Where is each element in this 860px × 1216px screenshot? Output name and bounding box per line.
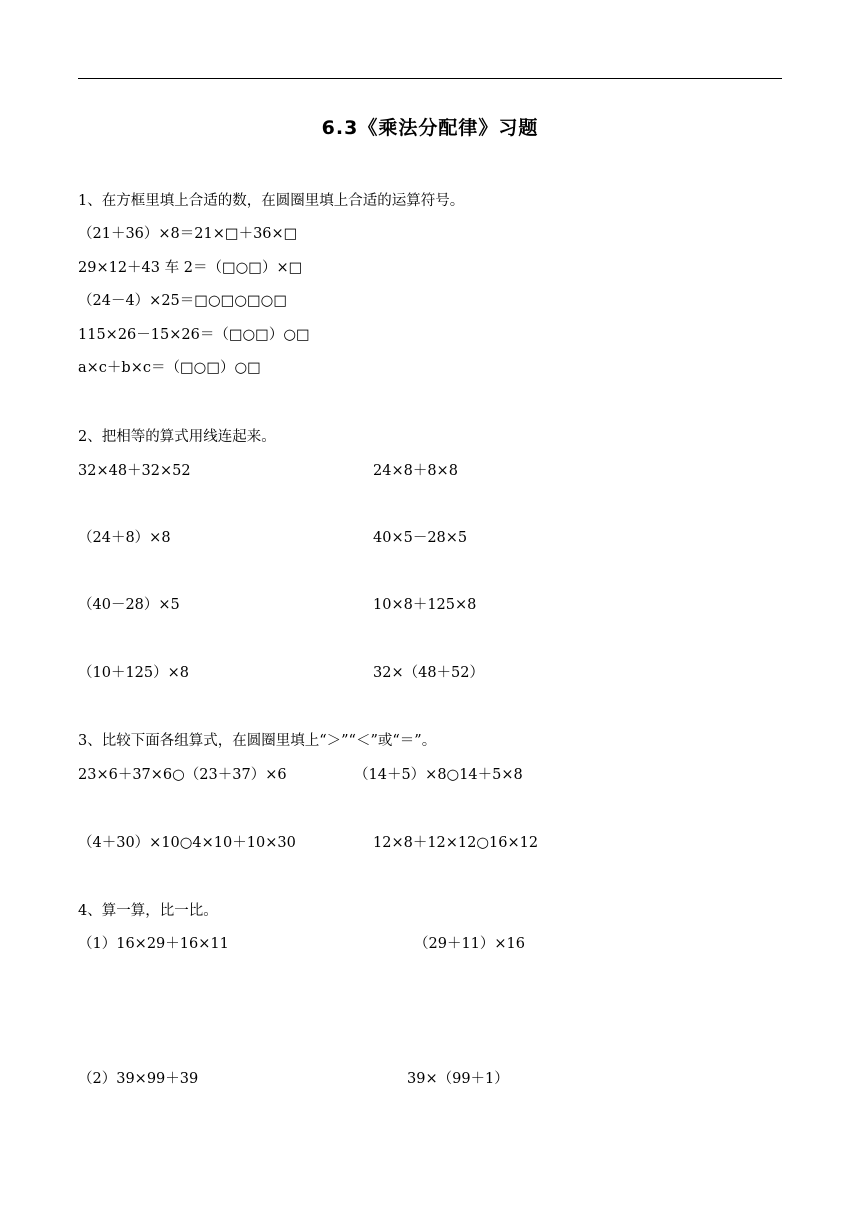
q4-left-2: （2）39×99＋39 (78, 1071, 199, 1087)
header-rule (78, 78, 782, 79)
page-title: 6.3《乘法分配律》习题 (321, 117, 539, 139)
q1-line-4: 115×26－15×26＝（□○□）○□ (78, 327, 310, 343)
q1-heading: 1、在方框里填上合适的数，在圆圈里填上合适的运算符号。 (78, 193, 465, 209)
q1-line-2: 29×12＋43 车 2＝（□○□）×□ (78, 260, 303, 276)
q3-right-2: 12×8＋12×12○16×12 (373, 835, 539, 851)
q3-left-2: （4＋30）×10○4×10＋10×30 (78, 835, 296, 851)
q4-left-1: （1）16×29＋16×11 (78, 936, 229, 952)
q4-heading: 4、算一算，比一比。 (78, 903, 218, 919)
q2-right-2: 40×5－28×5 (373, 530, 468, 546)
q2-left-1: 32×48＋32×52 (78, 463, 191, 479)
q3-heading: 3、比较下面各组算式，在圆圈里填上“＞”“＜”或“＝”。 (78, 733, 437, 749)
q1-line-5: a×c＋b×c＝（□○□）○□ (78, 360, 261, 376)
q4-right-2: 39×（99＋1） (407, 1071, 509, 1087)
q1-line-3: （24－4）×25＝□○□○□○□ (78, 293, 288, 309)
q1-line-1: （21＋36）×8＝21×□＋36×□ (78, 226, 298, 242)
q4-right-1: （29＋11）×16 (414, 936, 526, 952)
q2-heading: 2、把相等的算式用线连起来。 (78, 429, 276, 445)
q3-right-1: （14＋5）×8○14＋5×8 (354, 767, 523, 783)
q2-right-1: 24×8＋8×8 (373, 463, 458, 479)
q2-left-3: （40－28）×5 (78, 597, 180, 613)
q2-right-3: 10×8＋125×8 (373, 597, 477, 613)
q2-left-4: （10＋125）×8 (78, 665, 190, 681)
q2-right-4: 32×（48＋52） (373, 665, 485, 681)
q2-left-2: （24＋8）×8 (78, 530, 171, 546)
q3-left-1: 23×6＋37×6○（23＋37）×6 (78, 767, 287, 783)
